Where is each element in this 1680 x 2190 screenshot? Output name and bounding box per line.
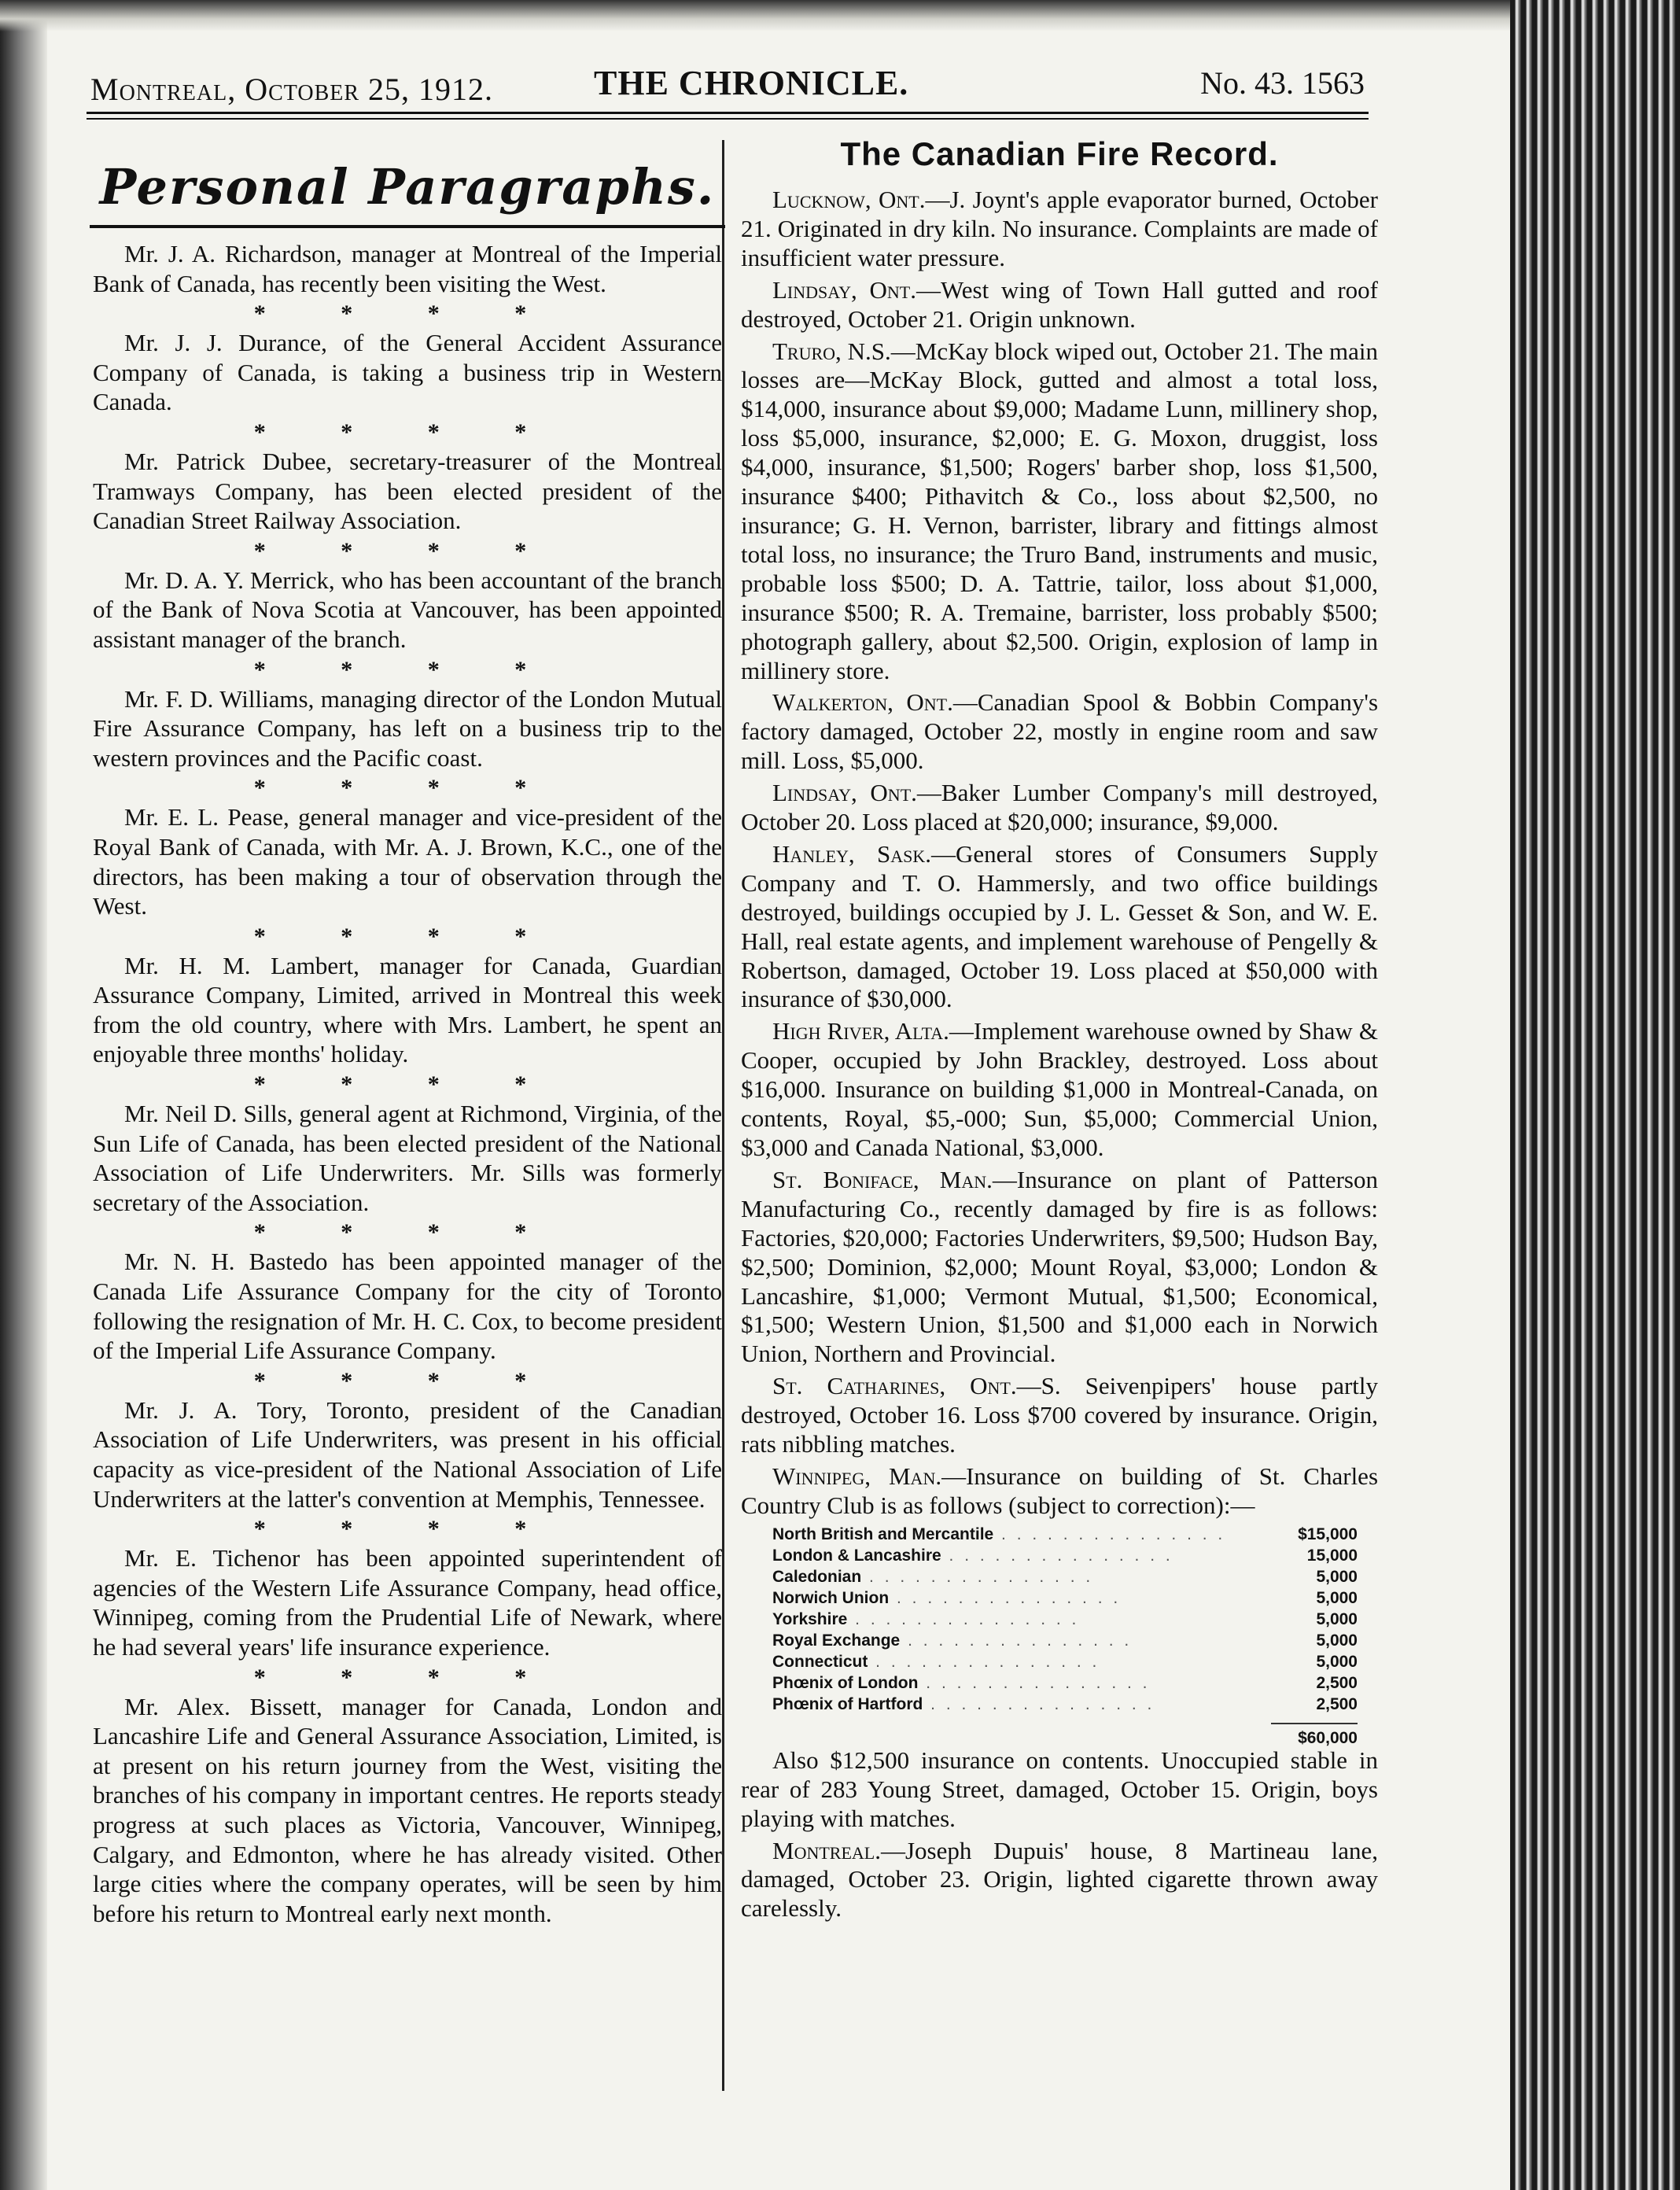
insurer-name: Phœnix of Hartford bbox=[772, 1694, 923, 1713]
personal-paragraph: Mr. J. J. Durance, of the General Accident Assurance Company of Canada, is taking a business trip in Western Canada. bbox=[93, 329, 722, 416]
fire-entry-text: —McKay block wiped out, October 21. The main losses are—McKay Block, gutted and almost a total loss, $14,000, insurance about $9,000; Madame Lunn, millinery shop, loss $5,000, insurance, $2,000; E. G. Moxon, druggist, loss $4,000, insurance, $1,500; Rogers' barber shop, loss $1,500, insurance $400; Pithavitch & Co., loss about $2,500, no insurance; G. H. Vernon, barrister, library and fittings almost total loss, no insurance; the Truro Band, instruments and music, probable loss $500; D. A. Tattrie, tailor, loss about $1,000, insurance $500; R. A. Tremaine, barrister, loss probably $500; photograph gallery, about $2,500. Origin, explosion of lamp in millinery store. bbox=[741, 337, 1378, 684]
paragraph-separator: * * * * bbox=[253, 775, 562, 802]
fire-entry-place: Lindsay, Ont. bbox=[772, 779, 917, 807]
fire-entry-text: —Canadian Spool & Bobbin Company's factory damaged, October 22, mostly in engine room and saw mill. Loss, $5,000. bbox=[741, 688, 1379, 775]
personal-paragraph: Mr. Alex. Bissett, manager for Canada, London and Lancashire Life and General Assurance Association, Limited, is at present on his return journey from the West, visiting the branches of his company in important centres. He reports steady progress at such places as Victoria, Vancouver, Winnipeg, Calgary, and Edmonton, where he has already visited. Other large cities where the company operates, will be seen by him before his return to Montreal early next month. bbox=[93, 1692, 722, 1927]
paragraph-separator: * * * * bbox=[253, 923, 562, 949]
personal-paragraph: Mr. E. L. Pease, general manager and vice-president of the Royal Bank of Canada, with Mr. A. J. Brown, K.C., one of the directors, has been making a tour of observation through the West. bbox=[93, 803, 722, 920]
fire-entry-place: St. Boniface, Man. bbox=[772, 1165, 993, 1193]
insurance-table-row bbox=[741, 1630, 1378, 1651]
fire-entry-place: Lucknow, Ont. bbox=[772, 186, 926, 213]
paragraph-separator: * * * * bbox=[253, 1071, 562, 1098]
insured-amount: 2,500 bbox=[1316, 1694, 1358, 1713]
fire-entry bbox=[741, 186, 1378, 273]
paragraph-separator: * * * * bbox=[253, 537, 562, 564]
total-amount: $60,000 bbox=[1298, 1728, 1358, 1747]
paragraph-separator: * * * * bbox=[253, 1516, 562, 1543]
personal-paragraph: Mr. J. A. Richardson, manager at Montreal of the Imperial Bank of Canada, has recently been visiting the West. bbox=[93, 240, 722, 297]
fire-entry-place: St. Catharines, Ont. bbox=[772, 1372, 1017, 1400]
personal-paragraph: Mr. N. H. Bastedo has been appointed manager of the Canada Life Assurance Company for the city of Toronto following the resignation of Mr. H. C. Cox, to become president of the Imperial Life Assurance Company. bbox=[93, 1248, 722, 1365]
personal-paragraph: Mr. F. D. Williams, managing director of the London Mutual Fire Assurance Company, has left on a business trip to the western provinces and the Pacific coast. bbox=[93, 684, 722, 772]
leader-dots: . . . . . . . . . . . . . . . bbox=[993, 1525, 1226, 1543]
fire-entry bbox=[741, 779, 1378, 837]
insurer-name: Norwich Union bbox=[772, 1588, 890, 1607]
header-issue-page: No. 43. 1563 bbox=[1200, 65, 1365, 101]
fire-entry-continuation: Also $12,500 insurance on contents. Unoccupied stable in rear of 283 Young Street, damaged, October 15. Origin, boys playing with matches. bbox=[741, 1746, 1378, 1832]
header-rule bbox=[87, 118, 1369, 120]
leader-dots: . . . . . . . . . . . . . . . bbox=[923, 1694, 1155, 1713]
fire-record-column bbox=[741, 135, 1378, 1926]
paragraph-separator: * * * * bbox=[253, 656, 562, 683]
insurance-table-row bbox=[741, 1587, 1378, 1609]
personal-paragraph: Mr. E. Tichenor has been appointed superintendent of agencies of the Western Life Assurance Company, head office, Winnipeg, coming from the Prudential Life of Newark, where he had several years' life insurance experience. bbox=[93, 1544, 722, 1661]
section-title: Personal Paragraphs. bbox=[99, 158, 716, 216]
fire-entry bbox=[741, 840, 1378, 1014]
insurer-name: Royal Exchange bbox=[772, 1631, 901, 1650]
fire-entry bbox=[741, 1017, 1378, 1163]
fire-entry-text: —Insurance on plant of Patterson Manufacturing Co., recently damaged by fire is as follows: Factories, $20,000; Factories Underwriters, $9,500; Hudson Bay, $2,500; Dominion, $2,000; Mount Royal, $3,000; London & Lancashire, $1,000; Vermont Mutual, $1,500; Economical, $1,500; Western Union, $1,500 and $1,000 each in Norwich Union, Northern and Provincial. bbox=[741, 1165, 1378, 1368]
insurance-table-row bbox=[741, 1694, 1378, 1715]
header-rule bbox=[87, 112, 1369, 114]
insurer-name: Connecticut bbox=[772, 1652, 868, 1671]
fire-entry-text: —Joseph Dupuis' house, 8 Martineau lane, damaged, October 23. Origin, lighted cigarette thrown away carelessly. bbox=[741, 1836, 1378, 1923]
total-rule bbox=[1271, 1723, 1358, 1724]
fire-entry bbox=[741, 1166, 1378, 1369]
insurer-name: Caledonian bbox=[772, 1567, 862, 1586]
fire-entry-place: Hanley, Sask. bbox=[772, 839, 932, 868]
fire-entry-text: —Insurance on building of St. Charles Country Club is as follows (subject to correction):— bbox=[741, 1462, 1379, 1519]
fire-entry-text: —General stores of Consumers Supply Company and T. O. Hammersly, and two office buildings destroyed, buildings occupied by J. L. Gesset & Son, and W. E. Hall, real estate agents, and implement warehouse of Pengelly & Robertson, damaged, October 19. Loss placed at $50,000 with insurance of $30,000. bbox=[741, 839, 1378, 1013]
personal-paragraph: Mr. H. M. Lambert, manager for Canada, Guardian Assurance Company, Limited, arrived in Montreal this week from the old country, where with Mrs. Lambert, he spent an enjoyable three months' holiday. bbox=[93, 951, 722, 1068]
leader-dots: . . . . . . . . . . . . . . . bbox=[941, 1546, 1173, 1565]
personal-paragraph: Mr. Patrick Dubee, secretary-treasurer of the Montreal Tramways Company, has been elected president of the Canadian Street Railway Association. bbox=[93, 447, 722, 535]
insured-amount: 2,500 bbox=[1316, 1673, 1358, 1692]
insurer-name: Phœnix of London bbox=[772, 1673, 919, 1692]
personal-paragraph: Mr. J. A. Tory, Toronto, president of the Canadian Association of Life Underwriters, was present in his official capacity as vice-president of the National Association of Life Underwriters at the latter's convention at Memphis, Tennessee. bbox=[93, 1395, 722, 1513]
header-date: Montreal, October 25, 1912. bbox=[90, 72, 494, 107]
insurance-total bbox=[741, 1720, 1378, 1746]
section-title: The Canadian Fire Record. bbox=[840, 135, 1279, 172]
fire-entry-place: Walkerton, Ont. bbox=[772, 688, 953, 717]
personal-paragraph: Mr. D. A. Y. Merrick, who has been accountant of the branch of the Bank of Nova Scotia at Vancouver, has been appointed assistant manager of the branch. bbox=[93, 566, 722, 653]
insurer-name: Yorkshire bbox=[772, 1609, 848, 1628]
fire-entry-text: —Baker Lumber Company's mill destroyed, October 20. Loss placed at $20,000; insurance, $9,000. bbox=[741, 779, 1378, 836]
paragraph-separator: * * * * bbox=[253, 1367, 562, 1394]
leader-dots: . . . . . . . . . . . . . . . bbox=[918, 1673, 1151, 1692]
insurance-table-row bbox=[741, 1545, 1378, 1566]
insured-amount: 5,000 bbox=[1316, 1567, 1358, 1586]
insurance-table-row bbox=[741, 1566, 1378, 1587]
leader-dots: . . . . . . . . . . . . . . . bbox=[847, 1609, 1080, 1628]
insurer-name: London & Lancashire bbox=[772, 1546, 941, 1565]
fire-entry-place: Lindsay, Ont. bbox=[772, 275, 916, 304]
page-binding-shadow bbox=[0, 0, 47, 2190]
insured-amount: 5,000 bbox=[1316, 1631, 1358, 1650]
insurance-table bbox=[741, 1524, 1378, 1715]
fire-entry-text: —West wing of Town Hall gutted and roof destroyed, October 21. Origin unknown. bbox=[741, 275, 1378, 333]
section-rule bbox=[90, 225, 725, 228]
running-header bbox=[90, 57, 1365, 107]
paragraph-separator: * * * * bbox=[253, 300, 562, 327]
fire-entry-text: —S. Seivenpipers' house partly destroyed, October 16. Loss $700 covered by insurance. Origin, rats nibbling matches. bbox=[741, 1372, 1378, 1458]
paragraph-separator: * * * * bbox=[253, 1219, 562, 1246]
insurance-table-row bbox=[741, 1651, 1378, 1672]
fire-entry bbox=[741, 1837, 1378, 1924]
personal-paragraph: Mr. Neil D. Sills, general agent at Richmond, Virginia, of the Sun Life of Canada, has been elected president of the National Association of Life Underwriters. Mr. Sills was formerly secretary of the Association. bbox=[93, 1100, 722, 1216]
column-divider bbox=[722, 140, 724, 2091]
fire-entry bbox=[741, 688, 1378, 776]
fire-entry-place: Winnipeg, Man. bbox=[772, 1462, 942, 1490]
insured-amount: 5,000 bbox=[1316, 1652, 1358, 1671]
fire-entry-text: —Implement warehouse owned by Shaw & Cooper, occupied by John Brackley, destroyed. Loss about $16,000. Insurance on building $1,000 in Montreal-Canada, on contents, Royal, $5,-000; Sun, $5,000; Commercial Union, $3,000 and Canada National, $3,000. bbox=[741, 1017, 1379, 1161]
page-stack-edge bbox=[1510, 0, 1680, 2190]
insurance-table-row bbox=[741, 1672, 1378, 1694]
fire-entry-place: Montreal. bbox=[772, 1836, 881, 1864]
leader-dots: . . . . . . . . . . . . . . . bbox=[889, 1588, 1122, 1607]
fire-entry bbox=[741, 337, 1378, 686]
fire-entry bbox=[741, 1462, 1378, 1521]
header-title: THE CHRONICLE. bbox=[594, 64, 909, 102]
fire-entry-place: Truro, N.S. bbox=[772, 337, 891, 365]
fire-entry-place: High River, Alta. bbox=[772, 1017, 949, 1045]
personal-paragraphs-column bbox=[93, 156, 722, 1928]
fire-entry bbox=[741, 1372, 1378, 1459]
insured-amount: $15,000 bbox=[1298, 1525, 1358, 1543]
leader-dots: . . . . . . . . . . . . . . . bbox=[861, 1567, 1094, 1586]
page-top-shadow bbox=[0, 0, 1510, 31]
paragraph-separator: * * * * bbox=[253, 418, 562, 445]
insured-amount: 5,000 bbox=[1316, 1588, 1358, 1607]
fire-entry bbox=[741, 276, 1378, 334]
insurer-name: North British and Mercantile bbox=[772, 1525, 994, 1543]
insured-amount: 15,000 bbox=[1306, 1546, 1358, 1565]
leader-dots: . . . . . . . . . . . . . . . bbox=[868, 1652, 1100, 1671]
leader-dots: . . . . . . . . . . . . . . . bbox=[900, 1631, 1133, 1650]
insured-amount: 5,000 bbox=[1316, 1609, 1358, 1628]
insurance-table-row bbox=[741, 1524, 1378, 1545]
insurance-table-row bbox=[741, 1609, 1378, 1630]
paragraph-separator: * * * * bbox=[253, 1664, 562, 1690]
fire-entry-text: —J. Joynt's apple evaporator burned, October 21. Originated in dry kiln. No insurance. Complaints are made of insufficient water pressure. bbox=[741, 186, 1378, 271]
